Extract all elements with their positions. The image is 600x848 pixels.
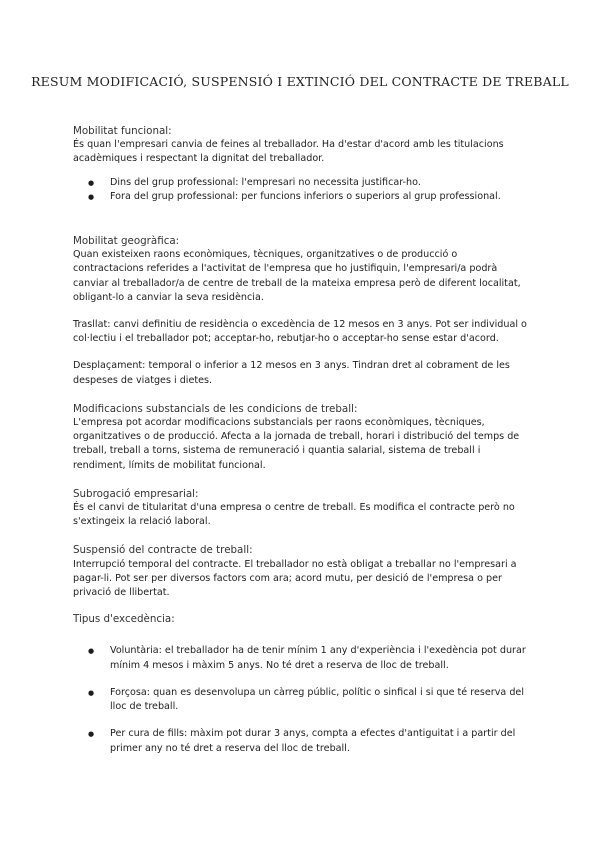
list-item: ● Per cura de fills: màxim pot durar 3 anys, compta a efectes d'antiguitat i a partir del primer any no té dret a reserva del lloc de treball.: [73, 727, 528, 755]
heading-mobilitat-geografica: Mobilitat geogràfica:: [73, 235, 180, 248]
list-item: ● Voluntària: el treballador ha de tenir mínim 1 any d'experiència i l'exedència pot durar mínim 4 mesos i màxim 5 anys. No té dret a reserva de lloc de treball.: [73, 644, 528, 672]
paragraph-trasllat: Trasllat: canvi definitiu de residència o excedència de 12 mesos en 3 anys. Pot ser individual o col·lectiu i el treballador pot; acceptar-ho, rebutjar-ho o acceptar-ho sense estar d'acord.: [73, 319, 527, 345]
heading-mobilitat-funcional: Mobilitat funcional:: [73, 125, 172, 137]
paragraph-subrogacio: És el canvi de titularitat d'una empresa o centre de treball. Es modifica el contracte però no s'extingeix la relació laboral.: [73, 502, 515, 528]
list-excedencia: [73, 644, 528, 755]
document-title: RESUM MODIFICACIÓ, SUSPENSIÓ I EXTINCIÓ DEL CONTRACTE DE TREBALL: [31, 74, 569, 89]
heading-subrogacio: Subrogació empresarial:: [73, 487, 199, 500]
paragraph-desplacament: Desplaçament: temporal o inferior a 12 mesos en 3 anys. Tindran dret al cobrament de les despeses de viatges i dietes.: [73, 360, 510, 386]
heading-suspensio: Suspensió del contracte de treball:: [73, 544, 253, 557]
heading-modificacions: Modificacions substancials de les condicions de treball:: [73, 402, 358, 415]
list-item: ● Forçosa: quan es desenvolupa un càrreg públic, polític o sinfical i si que té reserva del lloc de treball.: [73, 686, 528, 714]
list-item: ● Dins del grup professional: l'empresari no necessita justificar-ho.: [73, 176, 528, 190]
paragraph-mobilitat-geografica: Quan existeixen raons econòmiques, tècniques, organitzatives o de producció o contractacions referides a l'activitat de l'empresa que ho justifiquin, l'empresari/a podrà canviar al treballador/a de centre de treball de la mateixa empresa però de diferent localitat, obligant-lo a canviar la seva residència.: [73, 249, 521, 303]
paragraph-mobilitat-funcional: És quan l'empresari canvia de feines al treballador. Ha d'estar d'acord amb les titulacions acadèmiques i respectant la dignitat del treballador.: [73, 139, 504, 165]
list-item: ● Fora del grup professional: per funcions inferiors o superiors al grup professional.: [73, 190, 528, 204]
paragraph-suspensio: Interrupció temporal del contracte. El treballador no està obligat a treballar no l'empresari a pagar-li. Pot ser per diversos factors com ara; acord mutu, per desició de l'empresa o per privació de llibertat.: [73, 558, 517, 599]
paragraph-modificacions: L'empresa pot acordar modificacions substancials per raons econòmiques, tècniques, organitzatives o de producció. Afecta a la jornada de treball, horari i distribució del temps de treball, treball a torns, sistema de remuneració i quantia salarial, sistema de treball i rendiment, límits de mobilitat funcional.: [73, 417, 520, 471]
document-body: [73, 124, 528, 756]
list-mobilitat-funcional: [73, 176, 528, 204]
heading-excedencia: Tipus d'excedència:: [73, 613, 175, 626]
